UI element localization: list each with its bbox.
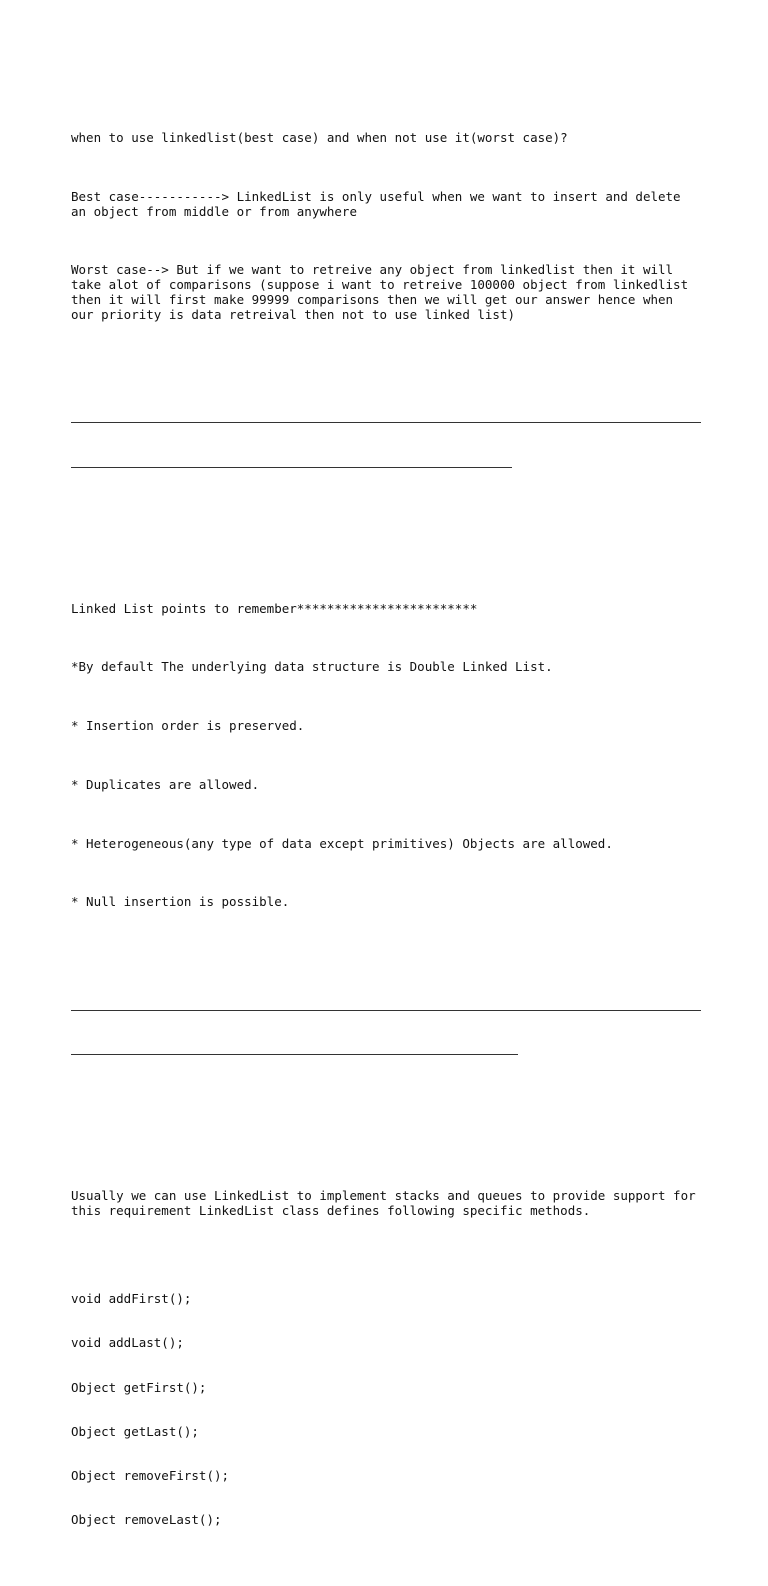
rule-line bbox=[71, 410, 701, 425]
methods-code-block bbox=[71, 1263, 701, 1557]
rule-line bbox=[71, 455, 701, 470]
separator-rule-2 bbox=[71, 969, 701, 1087]
method-signature: Object getLast(); bbox=[71, 1423, 199, 1439]
methods-intro: Usually we can use LinkedList to implement stacks and queues to provide support for this requirement LinkedList class defines following specific methods. bbox=[71, 1188, 696, 1219]
method-signature: Object getFirst(); bbox=[71, 1379, 207, 1395]
point-item: * Duplicates are allowed. bbox=[71, 776, 260, 792]
point-item: *By default The underlying data structure is Double Linked List. bbox=[71, 659, 553, 675]
separator-rule-1 bbox=[71, 381, 701, 499]
rule-line bbox=[71, 1042, 701, 1057]
method-signature: void addFirst(); bbox=[71, 1291, 192, 1307]
method-signature: void addLast(); bbox=[71, 1335, 184, 1351]
points-heading: Linked List points to remember************************ bbox=[71, 600, 478, 616]
method-signature: Object removeFirst(); bbox=[71, 1467, 230, 1483]
document-page bbox=[71, 87, 701, 1586]
rule-line bbox=[71, 998, 701, 1013]
point-item: * Null insertion is possible. bbox=[71, 894, 290, 910]
usage-question: when to use linkedlist(best case) and when not use it(worst case)? bbox=[71, 130, 568, 146]
best-case-paragraph: Best case-----------> LinkedList is only useful when we want to insert and delete an object from middle or from anywhere bbox=[71, 188, 681, 219]
point-item: * Insertion order is preserved. bbox=[71, 718, 305, 734]
method-signature: Object removeLast(); bbox=[71, 1511, 222, 1527]
point-item: * Heterogeneous(any type of data except primitives) Objects are allowed. bbox=[71, 835, 613, 851]
worst-case-paragraph: Worst case--> But if we want to retreive any object from linkedlist then it will take alot of comparisons (suppose i want to retreive 100000 object from linkedlist then it will first make 99999 comparisons then we will get our answer hence when our priority is data retreival then not to use linked list) bbox=[71, 262, 689, 322]
